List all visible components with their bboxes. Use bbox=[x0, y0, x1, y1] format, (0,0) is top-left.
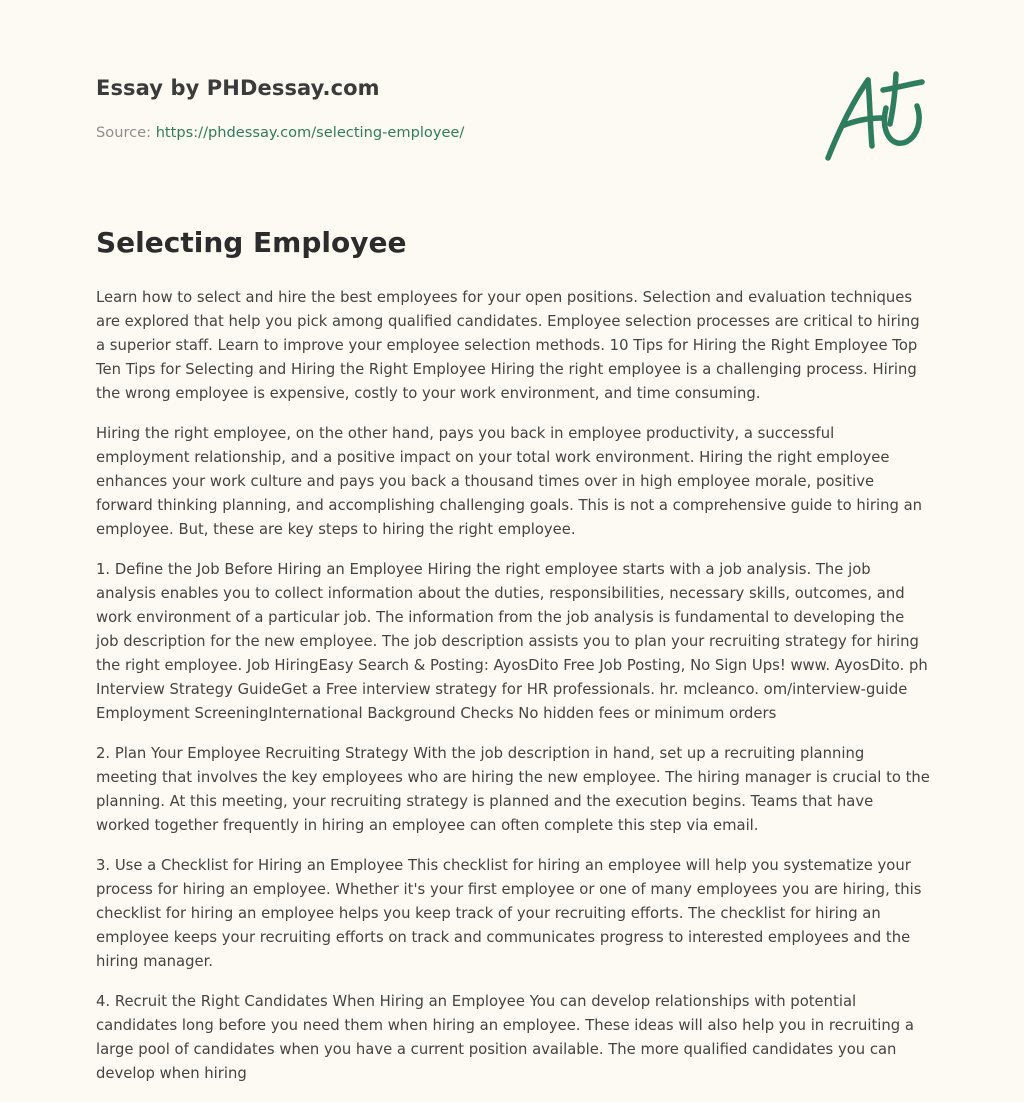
essay-paragraph: Hiring the right employee, on the other hand, pays you back in employee productivity, a successful employment relationship, and a positive impact on your total work environment. Hiring the right employee enhances your work culture and pays you back a thousand times over in high employee morale, positive forward thinking planning, and accomplishing challenging goals. This is not a comprehensive guide to hiring an employee. But, these are key steps to hiring the right employee. bbox=[96, 425, 923, 538]
essay-paragraph: Learn how to select and hire the best employees for your open positions. Selection and evaluation techniques are explored that help you pick among qualified candidates. Employee selection processes are critical to hiring a superior staff. Learn to improve your employee selection methods. 10 Tips for Hiring the Right Employee Top Ten Tips for Selecting and Hiring the Right Employee Hiring the right employee is a challenging process. Hiring the wrong employee is expensive, costly to your work environment, and time consuming. bbox=[96, 289, 920, 402]
essay-paragraph: 1. Define the Job Before Hiring an Employee Hiring the right employee starts with a job analysis. The job analysis enables you to collect information about the duties, responsibilities, necessary skills, outcomes, and work environment of a particular job. The information from the job analysis is fundamental to developing the job description for the new employee. The job description assists you to plan your recruiting strategy for hiring the right employee. Job HiringEasy Search & Posting: AyosDito Free Job Posting, No Sign Ups! www. AyosDito. ph Interview Strategy GuideGet a Free interview strategy for HR professionals. hr. mcleanco. om/interview-guide Employment ScreeningInternational Background Checks No hidden fees or minimum orders bbox=[96, 561, 928, 722]
essay-title: Selecting Employee bbox=[96, 226, 407, 259]
source-line bbox=[96, 124, 464, 141]
essay-paragraph: 2. Plan Your Employee Recruiting Strategy With the job description in hand, set up a recruiting planning meeting that involves the key employees who are hiring the new employee. The hiring manager is crucial to the planning. At this meeting, your recruiting strategy is planned and the execution begins. Teams that have worked together frequently in hiring an employee can often complete this step via email. bbox=[96, 745, 930, 834]
essay-paragraph: 3. Use a Checklist for Hiring an Employee This checklist for hiring an employee will help you systematize your process for hiring an employee. Whether it's your first employee or one of many employees you are hiring, this checklist for hiring an employee helps you keep track of your recruiting efforts. The checklist for hiring an employee keeps your recruiting efforts on track and communicates progress to interested employees and the hiring manager. bbox=[96, 857, 922, 970]
a-plus-logo-icon bbox=[820, 66, 930, 166]
essay-paragraph: 4. Recruit the Right Candidates When Hiring an Employee You can develop relationships with potential candidates long before you need them when hiring an employee. These ideas will also help you in recruiting a large pool of candidates when you have a current position available. The more qualified candidates you can develop when hiring bbox=[96, 993, 914, 1082]
essay-body bbox=[96, 286, 930, 1102]
site-title: Essay by PHDessay.com bbox=[96, 76, 380, 100]
source-label: Source: bbox=[96, 124, 156, 141]
source-link[interactable]: https://phdessay.com/selecting-employee/ bbox=[155, 124, 465, 141]
